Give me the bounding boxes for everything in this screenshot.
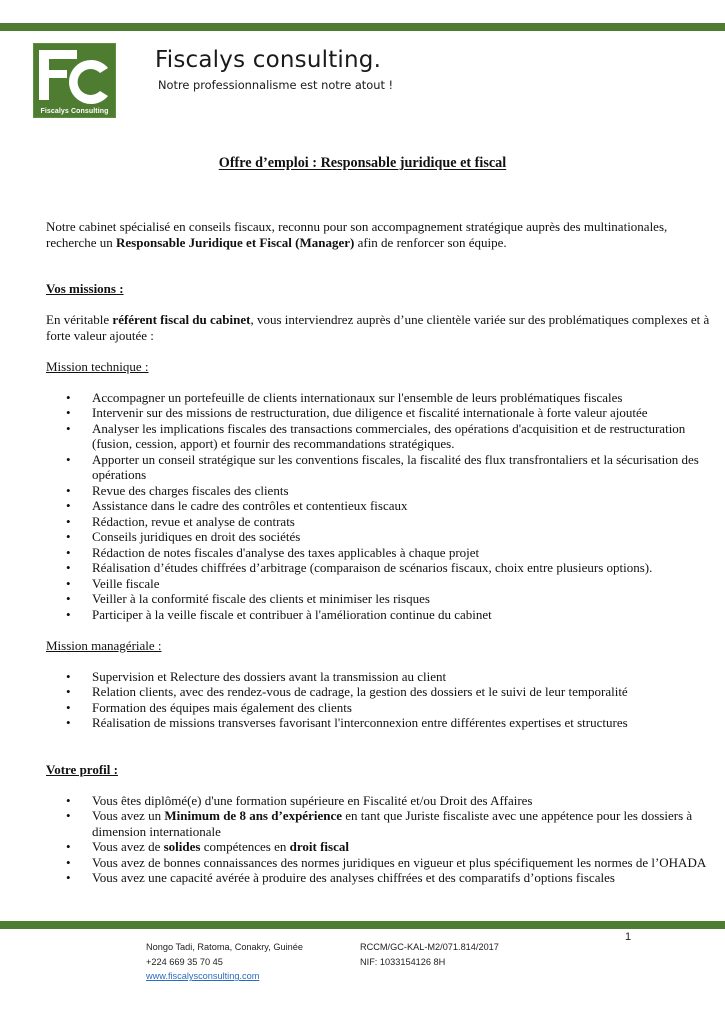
intro-role: Responsable Juridique et Fiscal (Manager): [116, 234, 355, 250]
list-item: • Intervenir sur des missions de restructuration, due diligence et fiscalité internationale à forte valeur ajoutée: [66, 405, 716, 421]
list-item: • Supervision et Relecture des dossiers avant la transmission au client: [66, 669, 716, 685]
page-number: 1: [625, 931, 632, 943]
footer-rule: [0, 921, 725, 929]
footer-registration: [360, 940, 499, 969]
document-title: Offre d’emploi : Responsable juridique et fiscal: [218, 155, 507, 171]
profil-list: [46, 793, 716, 886]
list-item: • Réalisation de missions transverses favorisant l'interconnexion entre différentes expertises et structures: [66, 715, 716, 731]
list-item: • Revue des charges fiscales des clients: [66, 483, 716, 499]
logo-caption: Fiscalys Consulting: [40, 108, 109, 115]
list-item: • Conseils juridiques en droit des sociétés: [66, 529, 716, 545]
list-item: • Rédaction de notes fiscales d'analyse des taxes applicables à chaque projet: [66, 545, 716, 561]
footer-contact: [146, 940, 303, 984]
profil-heading: Votre profil :: [46, 761, 118, 777]
list-item: • Assistance dans le cadre des contrôles et contentieux fiscaux: [66, 498, 716, 514]
list-item: • Formation des équipes mais également des clients: [66, 700, 716, 716]
list-item: • Vous avez de solides compétences en droit fiscal: [66, 839, 716, 855]
list-item: • Vous êtes diplômé(e) d'une formation supérieure en Fiscalité et/ou Droit des Affaires: [66, 793, 716, 809]
list-item: • Vous avez de bonnes connaissances des normes juridiques en vigueur et plus spécifiquement les normes de l’OHADA: [66, 855, 716, 871]
footer-nif: NIF: 1033154126 8H: [360, 956, 446, 967]
brand-tagline: Notre professionnalisme est notre atout !: [158, 78, 394, 92]
footer-address: Nongo Tadi, Ratoma, Conakry, Guinée: [146, 942, 303, 952]
intro-paragraph: Notre cabinet spécialisé en conseils fiscaux, reconnu pour son accompagnement stratégique auprès des multinationales, recherche un Responsable Juridique et Fiscal (Manager) afin de renforcer son équipe.: [46, 219, 668, 250]
list-item: • Rédaction, revue et analyse de contrats: [66, 514, 716, 530]
footer-phone: +224 669 35 70 45: [146, 956, 223, 967]
list-item: • Vous avez une capacité avérée à produire des analyses chiffrées et des comparatifs d’options fiscales: [66, 870, 716, 886]
list-item: • Accompagner un portefeuille de clients internationaux sur l'ensemble de leurs problématiques fiscales: [66, 390, 716, 406]
list-item: • Analyser les implications fiscales des transactions commerciales, des opérations d'acquisition et de restructuration (fusion, cession, apport) et fournir des recommandations stratégiques.: [66, 421, 716, 452]
mission-manageriale-list: [46, 669, 716, 731]
missions-heading: Vos missions :: [46, 281, 124, 296]
footer-rccm: RCCM/GC-KAL-M2/071.814/2017: [360, 942, 499, 952]
list-item: • Apporter un conseil stratégique sur les conventions fiscales, la fiscalité des flux transfrontaliers et la sécurisation des opérations: [66, 452, 716, 483]
list-item: • Réalisation d’études chiffrées d’arbitrage (comparaison de scénarios fiscaux, choix entre plusieurs options).: [66, 560, 716, 576]
company-logo: [33, 43, 116, 118]
list-item: • Veille fiscale: [66, 576, 716, 592]
header-rule: [0, 23, 725, 31]
document-body: [46, 219, 716, 886]
mission-technique-list: [46, 390, 716, 623]
list-item: • Veiller à la conformité fiscale des clients et minimiser les risques: [66, 591, 716, 607]
list-item: • Relation clients, avec des rendez-vous de cadrage, la gestion des dossiers et le suivi de leur temporalité: [66, 684, 716, 700]
missions-intro: En véritable référent fiscal du cabinet, vous interviendrez auprès d’une clientèle variée sur des problématiques complexes et à forte valeur ajoutée :: [46, 312, 710, 343]
fc-logo-icon: [34, 44, 117, 106]
footer-website-link[interactable]: www.fiscalysconsulting.com: [146, 971, 260, 981]
mission-manageriale-heading: Mission managériale :: [46, 637, 162, 653]
list-item: • Participer à la veille fiscale et contribuer à l'amélioration continue du cabinet: [66, 607, 716, 623]
brand-name: Fiscalys consulting.: [155, 47, 382, 73]
list-item: • Vous avez un Minimum de 8 ans d’expérience en tant que Juriste fiscaliste avec une appétence pour les dossiers à dimension internationale: [66, 808, 716, 839]
mission-technique-heading: Mission technique :: [46, 358, 149, 374]
